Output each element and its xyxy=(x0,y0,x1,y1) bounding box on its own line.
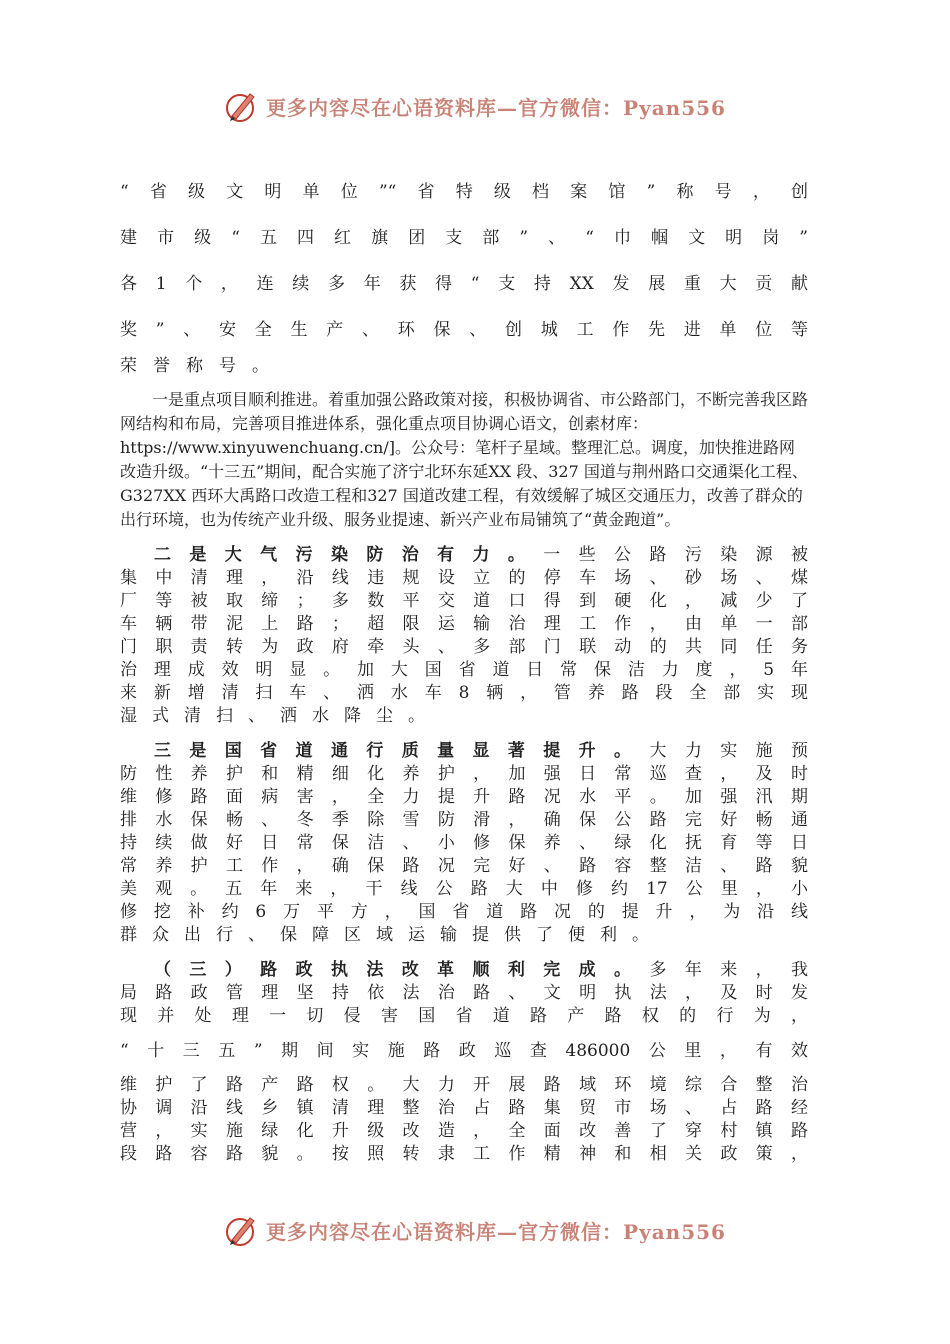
para3-line: 排水保畅、冬季除雪防滑，确保公路完好畅通 xyxy=(120,810,808,830)
para4-line: 营，实施绿化升级改造，全面改善了穿村镇路 xyxy=(120,1121,808,1141)
para3-line: 美观。五年来，干线公路大中修约17公里，小 xyxy=(120,879,808,899)
para4-lead: （三）路政执法改革顺利完成。 xyxy=(154,960,650,980)
para4-line: 协调沿线乡镇清理整治占路集贸市场、占路经 xyxy=(120,1098,808,1118)
intro-line: 建市级“五四红旗团支部”、“巾帼文明岗” xyxy=(120,228,808,248)
para4-line: 维护了路产路权。大力开展路域环境综合整治 xyxy=(120,1075,808,1095)
para2-line: 车辆带泥上路；超限运输治理工作，由单一部 xyxy=(120,614,808,634)
intro-line: 各1个，连续多年获得“支持XX发展重大贡献 xyxy=(120,274,808,294)
para2-line: 集中清理，沿线违规设立的停车场、砂场、煤 xyxy=(120,568,808,588)
para4-line: 多年来，我 xyxy=(649,960,808,980)
footer-banner xyxy=(0,1212,950,1248)
header-banner-text: 更多内容尽在心语资料库—官方微信：Pyan556 xyxy=(266,95,726,120)
footer-banner-text: 更多内容尽在心语资料库—官方微信：Pyan556 xyxy=(266,1219,726,1244)
paragraph-law-enforcement xyxy=(120,959,808,1166)
paragraph-key-projects: 一是重点项目顺利推进。着重加强公路政策对接，积极协调省、市公路部门，不断完善我区路网结构和布局，完善项目推进体系，强化重点项目协调心语文，创素材库：https://www.xinyuwenchuang.cn/]。公众号：笔杆子星域。整理汇总。调度，加快推进路网改造升级。“十三五”期间，配合实施了济宁北环东延XX 段、327 国道与荆州路口交通渠化工程、G327XX 西环大禹路口改造工程和327 国道改建工程，有效缓解了城区交通压力，改善了群众的出行环境，也为传统产业升级、服务业提速、新兴产业布局铺筑了“黄金跑道”。 xyxy=(120,390,809,529)
para3-line: 常养护工作，确保路况完好、路容整洁、路貌 xyxy=(120,856,808,876)
para2-line: 来新增清扫车、洒水车8辆，管养路段全部实现 xyxy=(120,683,808,703)
para2-line: 厂等被取缔；多数平交道口得到硬化，减少了 xyxy=(120,591,808,611)
para2-lead: 二是大气污染防治有力。 xyxy=(154,545,544,565)
pen-logo-icon xyxy=(224,1212,260,1248)
para2-line: 一些公路污染源被 xyxy=(543,545,808,565)
para2-line: 湿式清扫、洒水降尘。 xyxy=(120,706,440,726)
para2-line: 门职责转为政府牵头、多部门联动的共同任务 xyxy=(120,637,808,657)
intro-paragraph xyxy=(120,178,808,388)
intro-line: “省级文明单位”“省特级档案馆”称号，创 xyxy=(120,182,808,202)
para4-line: “十三五”期间实施路政巡查486000公里，有效 xyxy=(120,1041,808,1061)
para3-line: 修挖补约6万平方，国省道路况的提升，为沿线 xyxy=(120,902,808,922)
para4-line: 段路容路貌。按照转隶工作精神和相关政策， xyxy=(120,1144,808,1164)
paragraph-road-quality xyxy=(120,740,808,947)
para3-line: 大力实施预 xyxy=(649,741,808,761)
pen-logo-icon xyxy=(224,88,260,124)
header-banner xyxy=(0,88,950,124)
para3-line: 持续做好日常保洁、小修保养、绿化抚育等日 xyxy=(120,833,808,853)
para4-line: 现并处理一切侵害国省道路产路权的行为， xyxy=(120,1006,808,1026)
para3-line: 群众出行、保障区域运输提供了便利。 xyxy=(120,925,664,945)
intro-line: 荣誉称号。 xyxy=(120,356,285,376)
para3-lead: 三是国省道通行质量显著提升。 xyxy=(154,741,650,761)
para3-line: 维修路面病害，全力提升路况水平。加强汛期 xyxy=(120,787,808,807)
paragraph-air-pollution xyxy=(120,544,808,728)
para3-line: 防性养护和精细化养护，加强日常巡查，及时 xyxy=(120,764,808,784)
para4-line: 局路政管理坚持依法治路、文明执法，及时发 xyxy=(120,983,808,1003)
document-body xyxy=(120,178,808,1166)
intro-line: 奖”、安全生产、环保、创城工作先进单位等 xyxy=(120,320,808,340)
para2-line: 治理成效明显。加大国省道日常保洁力度，5年 xyxy=(120,660,808,680)
